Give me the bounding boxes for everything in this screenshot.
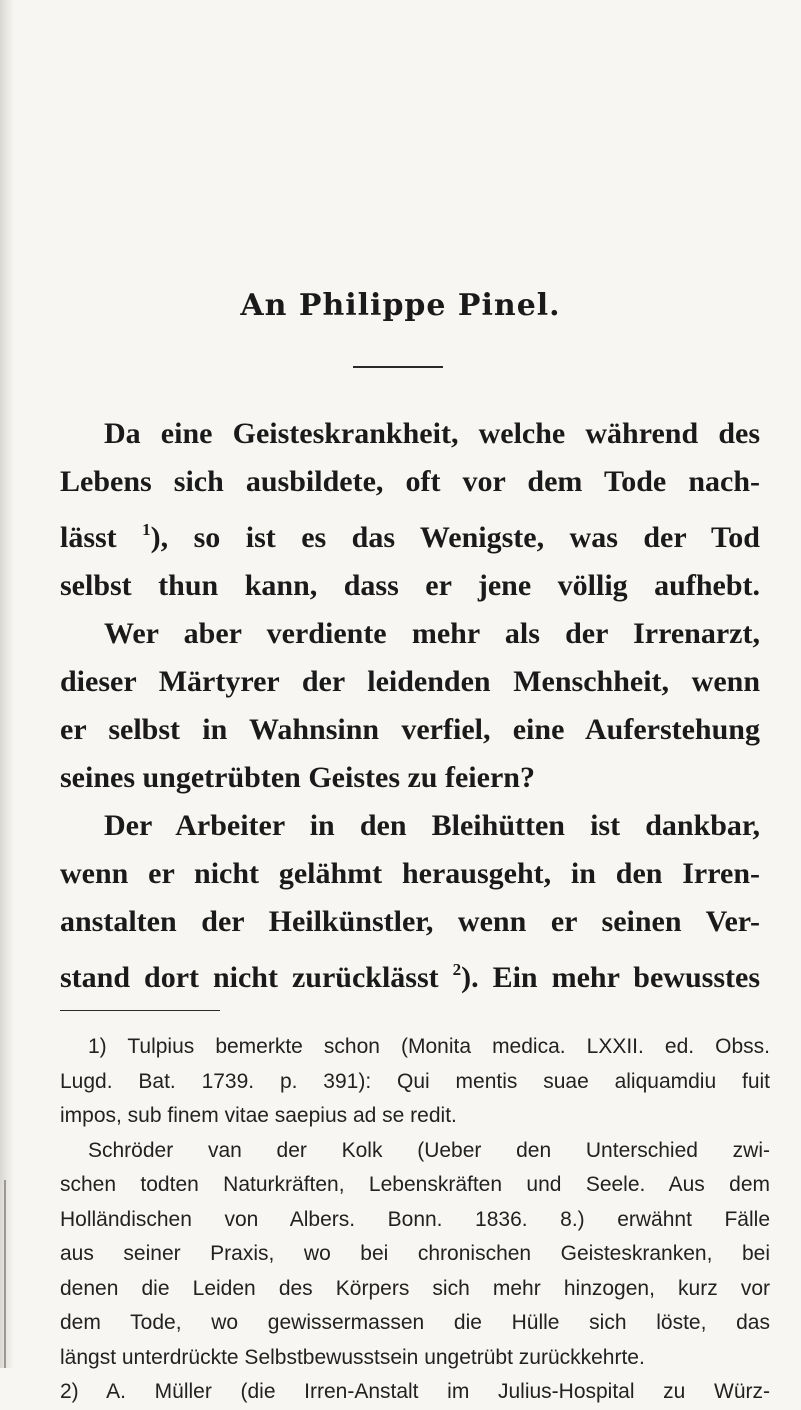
footnote-line: Holländischen von Albers. Bonn. 1836. 8.) erwähnt Fälle [60,1207,770,1231]
text-line [60,946,760,1002]
text-fragment: stand dort nicht zurücklässt [60,961,453,994]
text-line: dieser Märtyrer der leidenden Menschheit, wenn [60,665,760,698]
footnote-ref-1: 1 [142,520,151,539]
footnote-line: Lugd. Bat. 1739. p. 391): Qui mentis suae aliquamdiu fuit [60,1069,770,1093]
footnote-line: schen todten Naturkräften, Lebenskräften und Seele. Aus dem [60,1173,770,1196]
text-fragment: ), so ist es das Wenigste, was der Tod [150,521,760,554]
text-line: Da eine Geisteskrankheit, welche während des [104,417,760,450]
text-fragment: ). Ein mehr bewusstes [461,961,760,994]
footnote-rule [60,1010,220,1011]
footnote-line: 2) A. Müller (die Irren-Anstalt im Julius-Hospital zu Würz- [60,1380,770,1403]
footnote-line: längst unterdrückte Selbstbewusstsein ungetrübt zurückkehrte. [60,1345,645,1369]
footnote-line: 1) Tulpius bemerkte schon (Monita medica. LXXII. ed. Obss. [88,1035,770,1058]
body-text [60,410,760,1002]
text-line: anstalten der Heilkünstler, wenn er seinen Ver- [60,905,760,938]
page-gutter [0,0,14,1368]
footnote-line: dem Tode, wo gewissermassen die Hülle sich löste, das [60,1311,770,1334]
text-line: er selbst in Wahnsinn verfiel, eine Auferstehung [60,713,760,746]
text-line: Lebens sich ausbildete, oft vor dem Tode nach- [60,465,760,498]
footnote-ref-2: 2 [452,960,462,979]
text-line: wenn er nicht gelähmt herausgeht, in den Irren- [60,857,760,890]
footnote-line: aus seiner Praxis, wo bei chronischen Geisteskranken, bei [60,1242,770,1265]
text-line: selbst thun kann, dass er jene völlig aufhebt. [60,569,760,602]
footnotes [60,1030,770,1410]
text-line [60,506,760,562]
footnote-line: Schröder van der Kolk (Ueber den Unterschied zwi- [88,1138,770,1162]
title-rule [353,366,443,368]
text-line: Wer aber verdiente mehr als der Irrenarzt, [104,617,760,650]
binding-edge [4,1180,6,1368]
text-line: seines ungetrübten Geistes zu feiern? [60,761,535,794]
footnote-line: denen die Leiden des Körpers sich mehr hinzogen, kurz vor [60,1276,770,1300]
footnote-line: impos, sub finem vitae saepius ad se redit. [60,1104,457,1127]
page-title: An Philippe Pinel. [240,288,561,323]
text-line: Der Arbeiter in den Bleihütten ist dankbar, [104,809,760,842]
text-fragment: lässt [60,521,143,554]
